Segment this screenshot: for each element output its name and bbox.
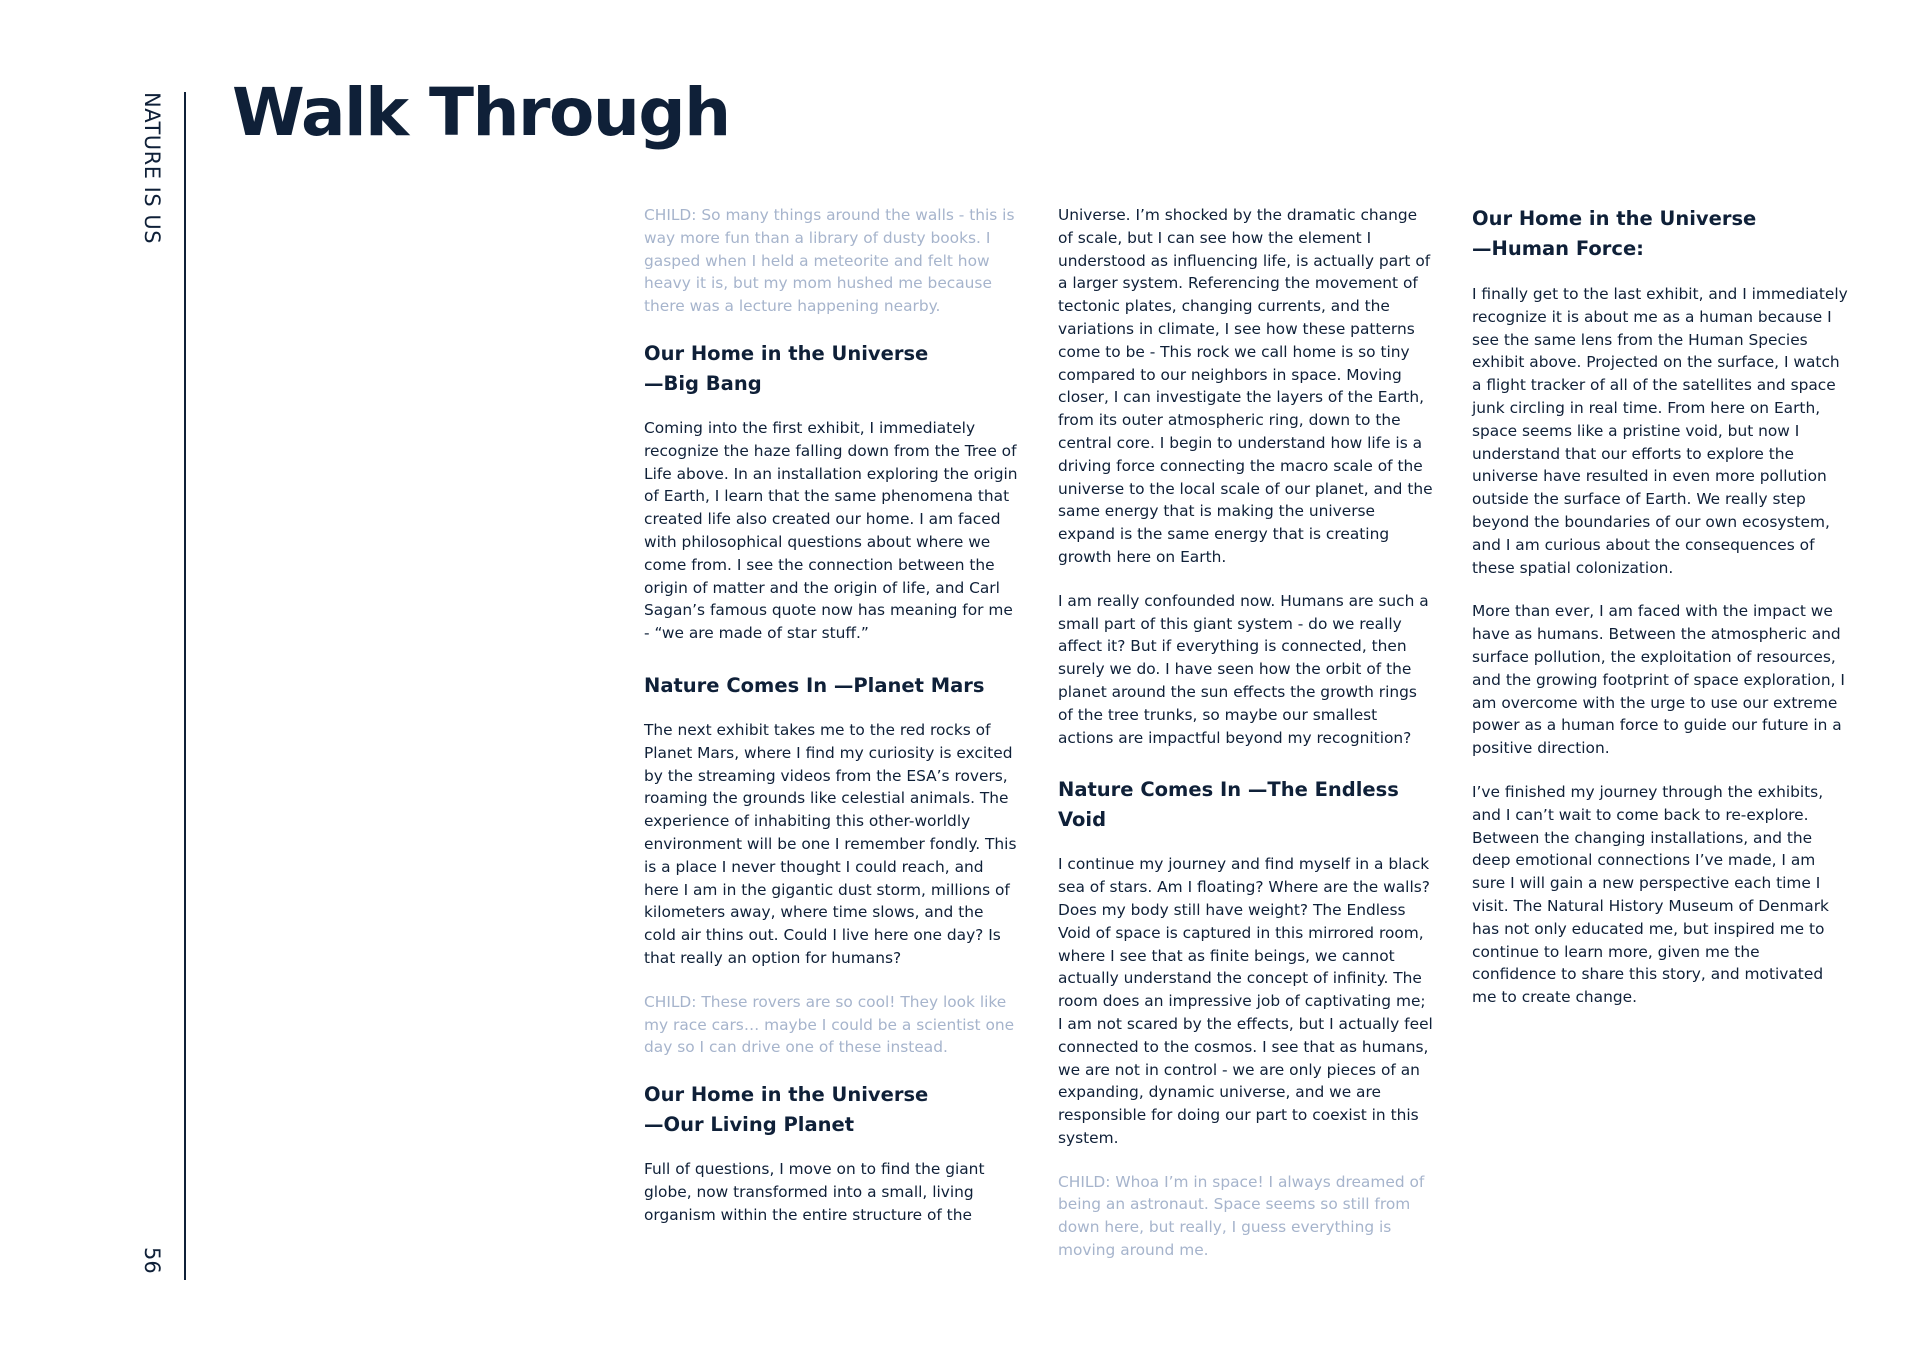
vertical-divider-rule (184, 92, 186, 1280)
text-column-2 (1058, 204, 1434, 1283)
heading-line: Our Home in the Universe (644, 1083, 929, 1107)
section-heading-big-bang (644, 339, 1020, 399)
section-label: NATURE IS US (140, 92, 164, 245)
child-quote-astronaut: CHILD: Whoa I’m in space! I always dreamed of being an astronaut. Space seems so still from down here, but really, I guess everything is moving around me. (1058, 1172, 1425, 1260)
child-quote-rovers: CHILD: These rovers are so cool! They look like my race cars… maybe I could be a scientist one day so I can drive one of these instead. (644, 992, 1015, 1057)
big-bang-paragraph: Coming into the first exhibit, I immediately recognize the haze falling down from the Tree of Life above. In an installation exploring the origin of Earth, I learn that the same phenomena that created life also created our home. I am faced with philosophical questions about where we come from. I see the connection between the origin of matter and the origin of life, and Carl Sagan’s famous quote now has meaning for me - “we are made of star stuff.” (644, 418, 1018, 643)
living-planet-paragraph-continued: Universe. I’m shocked by the dramatic change of scale, but I can see how the element I understood as influencing life, is actually part of a larger system. Referencing the movement of tectonic plates, changing currents, and the variations in climate, I see how these patterns come to be - This rock we call home is so tiny compared to our neighbors in space. Moving closer, I can investigate the layers of the Earth, from its outer atmospheric ring, down to the central core. I begin to understand how life is a driving force connecting the macro scale of the universe to the local scale of our planet, and the same energy that is making the universe expand is the same energy that is creating growth here on Earth. (1058, 206, 1433, 566)
text-column-1 (644, 204, 1020, 1248)
impact-paragraph: More than ever, I am faced with the impact we have as humans. Between the atmospheric and surface pollution, the exploitation of resources, and the growing footprint of space exploration, I am overcome with the urge to use our extreme power as a human force to guide our future in a positive direction. (1472, 602, 1845, 758)
section-heading-human-force (1472, 204, 1848, 264)
planet-mars-paragraph: The next exhibit takes me to the red rocks of Planet Mars, where I find my curiosity is excited by the streaming videos from the ESA’s rovers, roaming the grounds like celestial animals. The experience of inhabiting this other-worldly environment will be one I remember fondly. This is a place I never thought I could reach, and here I am in the gigantic dust storm, millions of kilometers away, where time slows, and the cold air thins out. Could I live here one day? Is that really an option for humans? (644, 720, 1017, 967)
living-planet-paragraph: Full of questions, I move on to find the giant globe, now transformed into a small, living organism within the entire structure of the (644, 1160, 985, 1224)
finished-journey-paragraph: I’ve finished my journey through the exhibits, and I can’t wait to come back to re-explore. Between the changing installations, and the deep emotional connections I’ve made, I am sure I will gain a new perspective each time I visit. The Natural History Museum of Denmark has not only educated me, but inspired me to continue to learn more, given me the confidence to share this story, and motivated me to create change. (1472, 782, 1829, 1007)
heading-line: —Human Force: (1472, 237, 1644, 260)
heading-line: —Big Bang (644, 371, 762, 395)
endless-void-paragraph: I continue my journey and find myself in a black sea of stars. Am I floating? Where are the walls? Does my body still have weight? The Endless Void of space is captured in this mirrored room, where I see that as finite beings, we cannot actually understand the concept of infinity. The room does an impressive job of captivating me; I am not scared by the effects, but I actually feel connected to the cosmos. I see that as humans, we are not in control - we are only pieces of an expanding, dynamic universe, and we are responsible for doing our part to coexist in this system. (1058, 855, 1433, 1147)
heading-line: Our Home in the Universe (644, 341, 929, 365)
section-heading-living-planet (644, 1080, 1020, 1140)
text-column-3 (1472, 204, 1848, 1030)
page-title: Walk Through (232, 74, 730, 151)
section-heading-planet-mars: Nature Comes In —Planet Mars (644, 673, 985, 697)
section-heading-endless-void: Nature Comes In —The Endless Void (1058, 778, 1399, 832)
heading-line: Our Home in the Universe (1472, 207, 1757, 230)
human-force-paragraph: I finally get to the last exhibit, and I immediately recognize it is about me as a human because I see the same lens from the Human Species exhibit above. Projected on the surface, I watch a flight tracker of all of the satellites and space junk circling in real time. From here on Earth, space seems like a pristine void, but now I understand that our efforts to explore the universe have resulted in even more pollution outside the surface of Earth. We really step beyond the boundaries of our own ecosystem, and I am curious about the consequences of these spatial colonization. (1472, 285, 1848, 577)
page-number: 56 (140, 1247, 164, 1274)
confounded-paragraph: I am really confounded now. Humans are such a small part of this giant system - do we really affect it? But if everything is connected, then surely we do. I have seen how the orbit of the planet around the sun effects the growth rings of the tree trunks, so maybe our smallest actions are impactful beyond my recognition? (1058, 591, 1429, 747)
heading-line: —Our Living Planet (644, 1113, 855, 1137)
child-quote-meteorite: CHILD: So many things around the walls - this is way more fun than a library of dusty books. I gasped when I held a meteorite and felt how heavy it is, but my mom hushed me because there was a lecture happening nearby. (644, 206, 1015, 316)
